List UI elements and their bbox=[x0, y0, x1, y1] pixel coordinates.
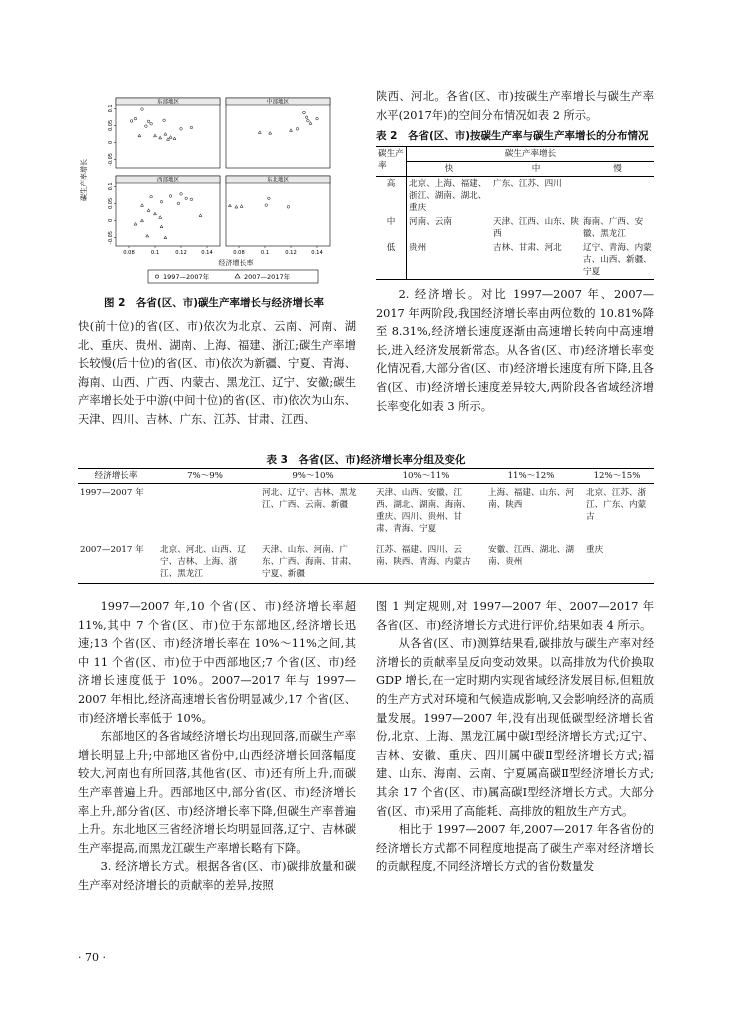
lower-right-column bbox=[376, 598, 654, 877]
table-2-cell: 广东、江苏、四川 bbox=[493, 179, 562, 189]
paragraph: 相比于 1997—2007 年,2007—2017 年各省份的经济增长方式都不同程度地提高了碳生产率对经济增长的贡献程度,不同经济增长方式的省份数量发 bbox=[376, 823, 654, 874]
data-point-1997 bbox=[180, 193, 183, 196]
y-tick-label: 0.1 bbox=[108, 182, 114, 191]
table-3-cell: 北京、河北、山西、辽宁、吉林、上海、浙江、黑龙江 bbox=[160, 545, 246, 579]
panel-title: 东部地区 bbox=[156, 99, 180, 106]
data-point-1997 bbox=[163, 119, 166, 122]
y-tick-label: 0.1 bbox=[108, 104, 114, 113]
left-column-paragraph: 快(前十位)的省(区、市)依次为北京、云南、河南、湖北、重庆、贵州、湖南、上海、福建、浙江;碳生产率增长较慢(后十位)的省(区、市)依次为新疆、宁夏、青海、海南、山西、广西、内蒙古、黑龙江、辽宁、安徽;碳生产率增长处于中游(中间十位)的省(区、市)依次为山东、天津、四川、吉林、广东、江苏、甘肃、江西、 bbox=[78, 320, 356, 426]
data-point-1997 bbox=[134, 117, 137, 120]
data-point-1997 bbox=[305, 116, 308, 119]
table-2-cell: 海南、广西、安徽、黑龙江 bbox=[583, 217, 644, 239]
data-point-1997 bbox=[147, 120, 150, 123]
data-point-2007 bbox=[290, 129, 293, 132]
data-point-1997 bbox=[303, 111, 306, 114]
y-tick-label: -0.05 bbox=[108, 231, 114, 244]
data-point-1997 bbox=[307, 119, 310, 122]
data-point-2007 bbox=[173, 137, 176, 140]
table-3-cell: 河北、辽宁、吉林、黑龙江、广西、云南、新疆 bbox=[262, 488, 357, 510]
data-point-2007 bbox=[154, 212, 157, 215]
data-point-2007 bbox=[146, 234, 149, 237]
data-point-1997 bbox=[145, 125, 148, 128]
table-2-row-label: 高 bbox=[376, 177, 407, 216]
data-point-2007 bbox=[159, 136, 162, 139]
data-point-1997 bbox=[150, 195, 153, 198]
data-point-2007 bbox=[134, 222, 137, 225]
table-2-cell: 北京、上海、福建、浙江、湖南、湖北、重庆 bbox=[409, 179, 487, 213]
table-3-header: 7%～9% bbox=[154, 469, 256, 484]
panel-frame bbox=[116, 176, 220, 246]
panel-title: 中部地区 bbox=[266, 99, 290, 106]
legend bbox=[148, 270, 318, 283]
data-point-1997 bbox=[160, 200, 163, 203]
table-3-cell bbox=[154, 484, 256, 542]
data-point-2007 bbox=[235, 205, 238, 208]
x-tick-label: 0.12 bbox=[175, 250, 187, 256]
data-point-2007 bbox=[269, 132, 272, 135]
x-tick-label: 0.1 bbox=[150, 250, 160, 256]
x-axis-label: 经济增长率 bbox=[218, 259, 254, 267]
figure-2-svg bbox=[78, 88, 350, 288]
panel-title: 东北地区 bbox=[266, 177, 290, 184]
data-point-2007 bbox=[199, 214, 202, 217]
y-tick-label: 0 bbox=[108, 140, 114, 145]
table-3-cell: 北京、江苏、浙江、广东、内蒙古 bbox=[586, 488, 647, 522]
table-2-cell: 河南、云南 bbox=[409, 217, 452, 227]
paragraph: 图 1 判定规则,对 1997—2007 年、2007—2017 年各省(区、市)经济增长方式进行评价,结果如表 4 所示。 bbox=[376, 600, 654, 632]
panel-frame bbox=[116, 98, 220, 168]
table-3-cell: 天津、山东、河南、广东、广西、海南、甘肃、宁夏、新疆 bbox=[262, 545, 357, 579]
data-point-1997 bbox=[185, 197, 188, 200]
table-3-cell: 安徽、江西、湖北、湖南、贵州 bbox=[488, 545, 574, 567]
y-axis-label: 碳生产率增长 bbox=[80, 159, 88, 201]
data-point-2007 bbox=[258, 131, 261, 134]
legend-label-1997: 1997—2007年 bbox=[163, 273, 210, 281]
lower-left-column bbox=[78, 598, 356, 896]
table-2-col-slow: 慢 bbox=[581, 162, 654, 177]
legend-marker-2007 bbox=[235, 274, 240, 278]
table-3-caption: 表 3 各省(区、市)经济增长率分组及变化 bbox=[266, 454, 466, 466]
table-3-header: 9%～10% bbox=[256, 469, 370, 484]
table-3-header: 11%～12% bbox=[482, 469, 580, 484]
data-point-1997 bbox=[190, 126, 193, 129]
data-point-2007 bbox=[309, 122, 312, 125]
table-2-group-header: 碳生产率增长 bbox=[407, 147, 655, 162]
figure-2-caption: 图 2 各省(区、市)碳生产率增长与经济增长率 bbox=[103, 297, 325, 309]
table-3-row-2007 bbox=[78, 541, 654, 584]
data-point-1997 bbox=[296, 128, 299, 131]
table-3-cell: 重庆 bbox=[586, 545, 604, 555]
x-tick-label: 0.08 bbox=[233, 250, 245, 256]
table-2-cell: 贵州 bbox=[409, 243, 427, 253]
table-3-period: 2007—2017 年 bbox=[80, 545, 144, 555]
table-2-row-high bbox=[376, 177, 654, 216]
legend-label-2007: 2007—2017年 bbox=[244, 273, 291, 281]
data-point-1997 bbox=[141, 108, 144, 111]
table-3-cell: 江苏、福建、四川、云南、陕西、青海、内蒙古 bbox=[376, 545, 471, 567]
x-tick-label: 0.14 bbox=[201, 250, 213, 256]
data-point-2007 bbox=[154, 134, 157, 137]
data-point-1997 bbox=[130, 120, 133, 123]
table-3-grid bbox=[78, 468, 654, 584]
table-2-caption: 表 2 各省(区、市)按碳生产率与碳生产率增长的分布情况 bbox=[376, 130, 649, 142]
table-2-cell: 天津、江西、山东、陕西 bbox=[493, 217, 579, 239]
table-3-cell: 天津、山西、安徽、江西、湖北、湖南、海南、重庆、四川、贵州、甘肃、青海、宁夏 bbox=[376, 488, 471, 534]
data-point-2007 bbox=[141, 219, 144, 222]
data-point-2007 bbox=[138, 134, 141, 137]
table-2-corner: 碳生产率 bbox=[376, 147, 407, 177]
x-tick-label: 0.1 bbox=[260, 250, 270, 256]
table-2-row-mid bbox=[376, 215, 654, 241]
data-point-2007 bbox=[169, 136, 172, 139]
panel-frame bbox=[226, 98, 330, 168]
x-tick-label: 0.14 bbox=[311, 250, 323, 256]
data-point-1997 bbox=[180, 128, 183, 131]
table-2-cell: 辽宁、青海、内蒙古、山西、新疆、宁夏 bbox=[583, 243, 652, 277]
table-3-header: 12%～15% bbox=[580, 469, 654, 484]
table-2-col-fast: 快 bbox=[407, 162, 492, 177]
paragraph: 从各省(区、市)测算结果看,碳排放与碳生产率对经济增长的贡献率呈反向变动效果。以高排放为代价换取 GDP 增长,在一定时期内实现省域经济发展目标,但粗放的生产方式对环境和气候造成影响,又会影响经济的高质量发展。1997—2007 年,没有出现低碳型经济增长省份,北京、上海、黑龙江属中碳Ⅰ型经济增长方式;辽宁、吉林、安徽、重庆、四川属中碳Ⅱ型经济增长方式;福建、山东、海南、云南、宁夏属高碳Ⅱ型经济增长方式;其余 17 个省(区、市)属高碳Ⅰ型经济增长方式。大部分省(区、市)采用了高能耗、高排放的粗放生产方式。 bbox=[376, 637, 654, 818]
table-3 bbox=[78, 468, 654, 584]
y-tick-label: 0 bbox=[108, 218, 114, 223]
page-number: · 70 · bbox=[78, 951, 106, 964]
right-column-intro: 陕西、河北。各省(区、市)按碳生产率增长与碳生产率水平(2017年)的空间分布情况如表 2 所示。 bbox=[376, 90, 654, 122]
y-tick-label: 0.05 bbox=[108, 119, 114, 132]
table-3-header: 10%～11% bbox=[370, 469, 482, 484]
data-point-2007 bbox=[141, 204, 144, 207]
data-point-1997 bbox=[316, 117, 319, 120]
table-3-cell: 上海、福建、山东、河南、陕西 bbox=[488, 488, 574, 510]
table-3-row-1997 bbox=[78, 484, 654, 542]
data-point-2007 bbox=[147, 209, 150, 212]
data-point-1997 bbox=[268, 197, 271, 200]
table-2-row-low bbox=[376, 241, 654, 280]
data-point-2007 bbox=[159, 216, 162, 219]
y-tick-label: 0.05 bbox=[108, 197, 114, 210]
paragraph: 1997—2007 年,10 个省(区、市)经济增长率超 11%,其中 7 个省(区、市)位于东部地区,经济增长迅速;13 个省(区、市)经济增长率在 10%～11%之间,其中 11 个省(区、市)位于中西部地区;7 个省(区、市)经济增长速度低于 10%。2007—2017 年与 1997—2007 年相比,经济高速增长省份明显减少,17 个省(区、市)经济增长率低于 10%。 bbox=[78, 600, 356, 725]
panel-title: 西部地区 bbox=[156, 177, 180, 184]
paragraph: 东部地区的各省域经济增长均出现回落,而碳生产率增长明显上升;中部地区省份中,山西经济增长回落幅度较大,河南也有所回落,其他省(区、市)还有所上升,而碳生产率普遍上升。西部地区中,部分省(区、市)经济增长率上升,部分省(区、市)经济增长率下降,但碳生产率普遍上升。东北地区三省经济增长均明显回落,辽宁、吉林碳生产率提高,而黑龙江碳生产率增长略有下降。 bbox=[78, 730, 356, 855]
panel-frame bbox=[226, 176, 330, 246]
table-2-cell: 吉林、甘肃、河北 bbox=[493, 243, 562, 253]
economic-growth-paragraph: 2. 经济增长。对比 1997—2007 年、2007—2017 年两阶段,我国经济增长率由两位数的 10.81%降至 8.31%,经济增长速度逐渐由高速增长转向中高速增长,进入经济发展新常态。从各省(区、市)经济增长率变化情况看,大部分省(区、市)经济增长速度有所下降,且各省(区、市)经济增长速度差异较大,两阶段各省域经济增长率变化如表 3 所示。 bbox=[376, 288, 654, 413]
paragraph: 3. 经济增长方式。根据各省(区、市)碳排放量和碳生产率对经济增长的贡献率的差异,按照 bbox=[78, 860, 356, 892]
x-tick-label: 0.12 bbox=[285, 250, 297, 256]
table-2 bbox=[376, 146, 654, 280]
table-2-row-label: 低 bbox=[376, 241, 407, 280]
table-3-header: 经济增长率 bbox=[78, 469, 154, 484]
table-3-period: 1997—2007 年 bbox=[80, 488, 144, 498]
table-2-col-mid: 中 bbox=[491, 162, 581, 177]
table-2-grid bbox=[376, 146, 654, 280]
data-point-1997 bbox=[190, 198, 193, 201]
data-point-1997 bbox=[265, 204, 268, 207]
table-2-row-label: 中 bbox=[376, 215, 407, 241]
data-point-1997 bbox=[150, 122, 153, 125]
data-point-2007 bbox=[164, 236, 167, 239]
data-point-1997 bbox=[169, 195, 172, 198]
table-2-cell bbox=[581, 177, 654, 216]
data-point-2007 bbox=[240, 205, 243, 208]
data-point-1997 bbox=[287, 206, 290, 209]
y-tick-label: -0.05 bbox=[108, 153, 114, 166]
data-point-2007 bbox=[160, 225, 163, 228]
data-point-2007 bbox=[228, 204, 231, 207]
figure-2 bbox=[78, 88, 350, 288]
legend-marker-1997 bbox=[155, 275, 158, 278]
data-point-2007 bbox=[164, 133, 167, 136]
data-point-1997 bbox=[177, 202, 180, 205]
x-tick-label: 0.08 bbox=[123, 250, 135, 256]
